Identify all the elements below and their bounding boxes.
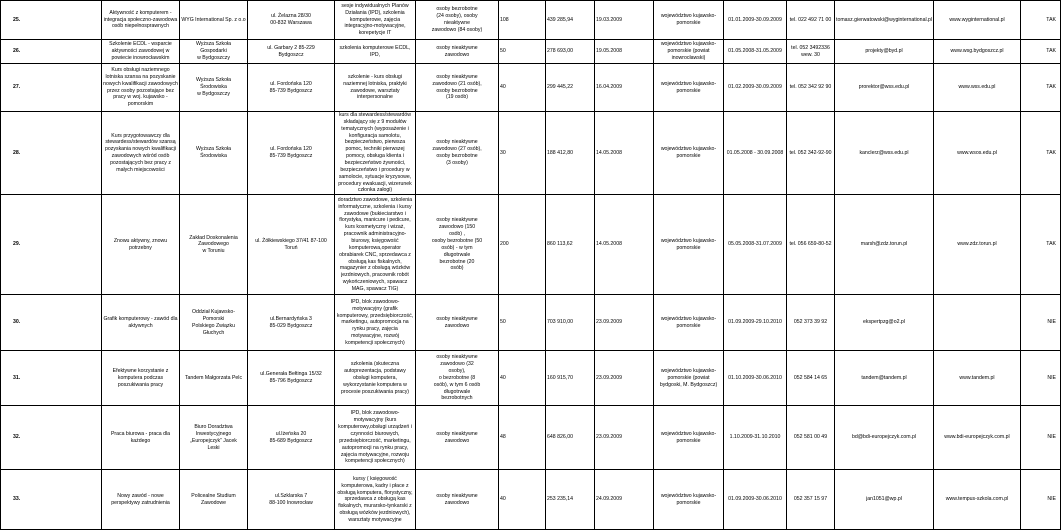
website-cell: www.tandem.pl <box>934 351 1021 406</box>
period-cell: 01.02.2009-30.09.2009 <box>724 64 787 112</box>
row-number-cell: 29. <box>1 195 102 295</box>
phone-cell: tel. 022 492 71 00 <box>787 1 835 40</box>
participants-cell: osoby nieaktywne zawodowo <box>416 406 499 470</box>
project-value-cell: 253 235,14 <box>546 470 595 530</box>
email-cell: kanclerz@wss.edu.pl <box>835 112 934 195</box>
project-title-cell: Aktywność z komputerem - integracja społeczno-zawodowa osób niepełnosprawnych <box>102 1 180 40</box>
training-content-cell: szkolenia (skuteczna autoprezentacja, podstawy obsługi komputera, wykorzystanie komputera w procesie poszukiwania pracy) <box>335 351 416 406</box>
participants-cell: osoby nieaktywne zawodowo (21 osób), osoby bezrobotne (19 osób) <box>416 64 499 112</box>
address-cell: ul. Garbary 2 85-229 Bydgoszcz <box>248 40 335 64</box>
agreement-date-cell: 19.03.2009 <box>595 1 654 40</box>
region-cell: województwo kujawsko- pomorskie <box>654 295 724 351</box>
row-number-cell: 25. <box>1 1 102 40</box>
provider-cell: Tandem Małgorzata Pelc <box>180 351 248 406</box>
table-row <box>1 40 1061 64</box>
project-title-cell: Efektywne korzystanie z komputera podczas poszukiwania pracy <box>102 351 180 406</box>
project-title-cell: Kurs obsługi naziemnego lotniska szansa na pozyskanie nowych kwalifikacji zawodowych przez osoby pozostające bez pracy w woj. kujawsko - pomorskim <box>102 64 180 112</box>
region-cell: województwo kujawsko- pomorskie <box>654 195 724 295</box>
region-cell: województwo kujawsko- pomorskie <box>654 1 724 40</box>
region-cell: województwo kujawsko- pomorskie <box>654 470 724 530</box>
email-cell: jan1051@wp.pl <box>835 470 934 530</box>
table-row <box>1 351 1061 406</box>
status-cell: TAK <box>1021 112 1061 195</box>
provider-cell: WYG International Sp. z o.o <box>180 1 248 40</box>
website-cell: www.wsos.edu.pl <box>934 112 1021 195</box>
participant-count-cell: 200 <box>499 195 546 295</box>
project-title-cell: Kurs przygotowawczy dla stewardess/stewardów szansą pozyskania nowych kwalifikacji zawodowych wśród osób pozostających bez pracy z małych miejscowości <box>102 112 180 195</box>
region-cell: województwo kujawsko- pomorskie <box>654 112 724 195</box>
phone-cell: 052 373 39 92 <box>787 295 835 351</box>
participants-cell: osoby nieaktywne zawodowo (27 osób), osoby bezrobotne (3 osoby) <box>416 112 499 195</box>
website-cell: www.zdz.torun.pl <box>934 195 1021 295</box>
provider-cell: Biuro Doradztwa Inwestycyjnego „Europejczyk” Jacek Leski <box>180 406 248 470</box>
phone-cell: tel. 056 659-80-52 <box>787 195 835 295</box>
email-cell: prorektor@wss.edu.pl <box>835 64 934 112</box>
phone-cell: 052 357 15 97 <box>787 470 835 530</box>
period-cell: 01.05.2008 - 30.09.2008 <box>724 112 787 195</box>
project-value-cell: 160 915,70 <box>546 351 595 406</box>
phone-cell: tel. 052 3492336 wew. 30 <box>787 40 835 64</box>
address-cell: ul.Generała Bełtinga 15/32 85-796 Bydgoszcz <box>248 351 335 406</box>
status-cell: NIE <box>1021 295 1061 351</box>
region-cell: województwo kujawsko- pomorskie <box>654 64 724 112</box>
training-content-cell: szkolenie - kurs obsługi naziemnej lotniska, praktyki zawodowe, warsztaty interpersonalne <box>335 64 416 112</box>
participants-cell: osoby nieaktywne zawodowo <box>416 40 499 64</box>
participants-cell: osoby nieaktywne zawodowo <box>416 470 499 530</box>
email-cell: bd@bdi-europejczyk.com.pl <box>835 406 934 470</box>
email-cell: tandem@tandem.pl <box>835 351 934 406</box>
address-cell: ul. Fordońska 120 85-739 Bydgoszcz <box>248 112 335 195</box>
phone-cell: tel. 052 342 92 90 <box>787 64 835 112</box>
address-cell: ul.Iżeńska 20 85-689 Bydgoszcz <box>248 406 335 470</box>
table-row <box>1 1 1061 40</box>
table-row <box>1 112 1061 195</box>
participants-cell: osoby bezrobotne (24 osoby), osoby nieaktywne zawodowo (84 osoby) <box>416 1 499 40</box>
row-number-cell: 28. <box>1 112 102 195</box>
agreement-date-cell: 23.09.2009 <box>595 406 654 470</box>
training-content-cell: doradztwo zawodowe, szkolenia informatyczne, szkolenia i kursy zawodowe (bukieciarstwo i florystyka, manicure i pedicure, kurs kosmetyczny i wizaż, pracownik administracyjno- biurowy, księgowość komputerowa,operator obrabiarek CNC, sprzedawca z obsługą kas fiskalnych, magazynier z obsługą wózków jezdniowych, pracownik robót wykończeniowych, spawacz MAG, spawacz TIG) <box>335 195 416 295</box>
email-cell: projekty@byd.pl <box>835 40 934 64</box>
row-number-cell: 26. <box>1 40 102 64</box>
provider-cell: Zakład Doskonalenia Zawodowego w Toruniu <box>180 195 248 295</box>
agreement-date-cell: 14.05.2008 <box>595 112 654 195</box>
table-row <box>1 295 1061 351</box>
address-cell: ul. Żółkiewskiego 37/41 87-100 Toruń <box>248 195 335 295</box>
provider-cell: Policealne Studium Zawodowe <box>180 470 248 530</box>
project-title-cell: Grafik komputerowy - zawód dla aktywnych <box>102 295 180 351</box>
email-cell: ekspertpzg@o2.pl <box>835 295 934 351</box>
status-cell: NIE <box>1021 406 1061 470</box>
email-cell: marsh@zdz.torun.pl <box>835 195 934 295</box>
participants-cell: osoby nieaktywne zawodowo (150 osób) , osoby bezrobotne (50 osób) - w tym długotrwale bezrobotne (20 osób) <box>416 195 499 295</box>
region-cell: województwo kujawsko- pomorskie (powiat bydgoski, M. Bydgoszcz) <box>654 351 724 406</box>
website-cell <box>934 295 1021 351</box>
status-cell: NIE <box>1021 470 1061 530</box>
website-cell: www.wss.edu.pl <box>934 64 1021 112</box>
participants-cell: osoby nieaktywne zawodowo (32 osoby), o bezrobotne (8 osób), w tym 6 osób długotrwale bezrobotnych <box>416 351 499 406</box>
project-value-cell: 703 910,00 <box>546 295 595 351</box>
website-cell: www.tempus-szkola.com.pl <box>934 470 1021 530</box>
period-cell: 01.10.2009-30.06.2010 <box>724 351 787 406</box>
row-number-cell: 33. <box>1 470 102 530</box>
provider-cell: Wyższa Szkoła Środowiska w Bydgoszczy <box>180 64 248 112</box>
website-cell: www.wyginternational.pl <box>934 1 1021 40</box>
row-number-cell: 27. <box>1 64 102 112</box>
agreement-date-cell: 16.04.2009 <box>595 64 654 112</box>
agreement-date-cell: 23.09.2009 <box>595 295 654 351</box>
project-value-cell: 188 412,80 <box>546 112 595 195</box>
row-number-cell: 30. <box>1 295 102 351</box>
row-number-cell: 31. <box>1 351 102 406</box>
period-cell: 05.05.2008-31.07.2009 <box>724 195 787 295</box>
status-cell: TAK <box>1021 1 1061 40</box>
agreement-date-cell: 23.09.2009 <box>595 351 654 406</box>
email-cell: tomasz.gierwatowski@wyginternational.pl <box>835 1 934 40</box>
row-number-cell: 32. <box>1 406 102 470</box>
status-cell: TAK <box>1021 40 1061 64</box>
training-content-cell: IPD, blok zawodowo- motywacyjny (kurs komputerowy,obsługi urządzeń i czynności biurowych, przedsiębiorczość, marketingu, autopromocji na rynku pracy, zajęcia motywacyjne, rozwoju kompetencji społecznych) <box>335 406 416 470</box>
participant-count-cell: 40 <box>499 64 546 112</box>
period-cell: 01.09.2009-30.06.2010 <box>724 470 787 530</box>
project-value-cell: 648 826,00 <box>546 406 595 470</box>
training-content-cell: szkolenia komputerowe ECDL, IPD, <box>335 40 416 64</box>
table-row <box>1 406 1061 470</box>
website-cell: www.wsg.bydgoszcz.pl <box>934 40 1021 64</box>
period-cell: 1.10.2009-31.10.2010 <box>724 406 787 470</box>
status-cell: TAK <box>1021 195 1061 295</box>
provider-cell: Wyższa Szkoła Środowiska <box>180 112 248 195</box>
training-content-cell: sesje indywidualnych Planów Działania (IPD), szkolenia komputerowe, zajęcia integracyjno-motywacyjne, korepetycje IT <box>335 1 416 40</box>
table-row <box>1 64 1061 112</box>
participant-count-cell: 30 <box>499 112 546 195</box>
address-cell: ul. Fordońska 120 85-739 Bydgoszcz <box>248 64 335 112</box>
website-cell: www.bdi-europejczyk.com.pl <box>934 406 1021 470</box>
project-title-cell: Nowy zawód - nowe perspektywy zatrudnienia <box>102 470 180 530</box>
status-cell: TAK <box>1021 64 1061 112</box>
address-cell: ul. Żelazna 28/30 00-832 Warszawa <box>248 1 335 40</box>
provider-cell: Oddział Kujawsko- Pomorski Polskiego Związku Głuchych <box>180 295 248 351</box>
project-value-cell: 299 445,22 <box>546 64 595 112</box>
table-row <box>1 195 1061 295</box>
provider-cell: Wyższa Szkoła Gospodarki w Bydgoszczy <box>180 40 248 64</box>
participant-count-cell: 40 <box>499 470 546 530</box>
region-cell: województwo kujawsko- pomorskie <box>654 406 724 470</box>
participant-count-cell: 40 <box>499 351 546 406</box>
period-cell: 01.09.2009-29.10.2010 <box>724 295 787 351</box>
participant-count-cell: 50 <box>499 295 546 351</box>
phone-cell: tel. 052 342-92-90 <box>787 112 835 195</box>
project-value-cell: 439 285,94 <box>546 1 595 40</box>
project-title-cell: Szkolenie ECDL - wsparcie aktywności zawodowej w powiecie inowrocławskim <box>102 40 180 64</box>
phone-cell: 052 581 00 49 <box>787 406 835 470</box>
training-content-cell: kurs dla stewardess/stewardów składający się z 9 modułów tematycznych (wyposażenie i konfiguracja samolotu, bezpieczeństwo, pierwsza pomoc, techniki pierwszej pomocy, obsługa klienta i bezpieczeństwo żywności, bezpieczeństwo i procedury w samolocie, sytuacje kryzysowe, procedury ewakuacji, wizerunek członka załogi) <box>335 112 416 195</box>
training-content-cell: IPD, blok zawodowo- motywacyjny (grafik komputerowy, przedsiębiorczość, marketingu, autopromocja na rynku pracy, zajęcia motywacyjne, rozwój kompetencji społecznych) <box>335 295 416 351</box>
address-cell: ul.Szklarska 7 88-100 Inowrocław <box>248 470 335 530</box>
region-cell: województwo kujawsko- pomorskie (powiat inowrocławski) <box>654 40 724 64</box>
project-value-cell: 860 113,62 <box>546 195 595 295</box>
participants-cell: osoby nieaktywne zawodowo <box>416 295 499 351</box>
agreement-date-cell: 14.05.2008 <box>595 195 654 295</box>
table-row <box>1 470 1061 530</box>
agreement-date-cell: 19.05.2008 <box>595 40 654 64</box>
agreement-date-cell: 24.09.2009 <box>595 470 654 530</box>
period-cell: 01.05.2008-31.05.2009 <box>724 40 787 64</box>
phone-cell: 052 584 14 65 <box>787 351 835 406</box>
address-cell: ul.Bernardyńska 3 85-029 Bydgoszcz <box>248 295 335 351</box>
project-title-cell: Praca biurowa - praca dla każdego <box>102 406 180 470</box>
project-title-cell: Znowu aktywny, znowu potrzebny <box>102 195 180 295</box>
status-cell: NIE <box>1021 351 1061 406</box>
period-cell: 01.01.2009-30.09.2009 <box>724 1 787 40</box>
participant-count-cell: 108 <box>499 1 546 40</box>
training-content-cell: kursy ( księgowość komputerowa, kadry i płace z obsługą komputera, florystyczny, sprzedawca z obsługą kas fiskalnych, murarsko-tynkarski z obsługą wózków jezdniowych), warsztaty motywacyjne <box>335 470 416 530</box>
project-value-cell: 278 693,00 <box>546 40 595 64</box>
participant-count-cell: 50 <box>499 40 546 64</box>
participant-count-cell: 48 <box>499 406 546 470</box>
